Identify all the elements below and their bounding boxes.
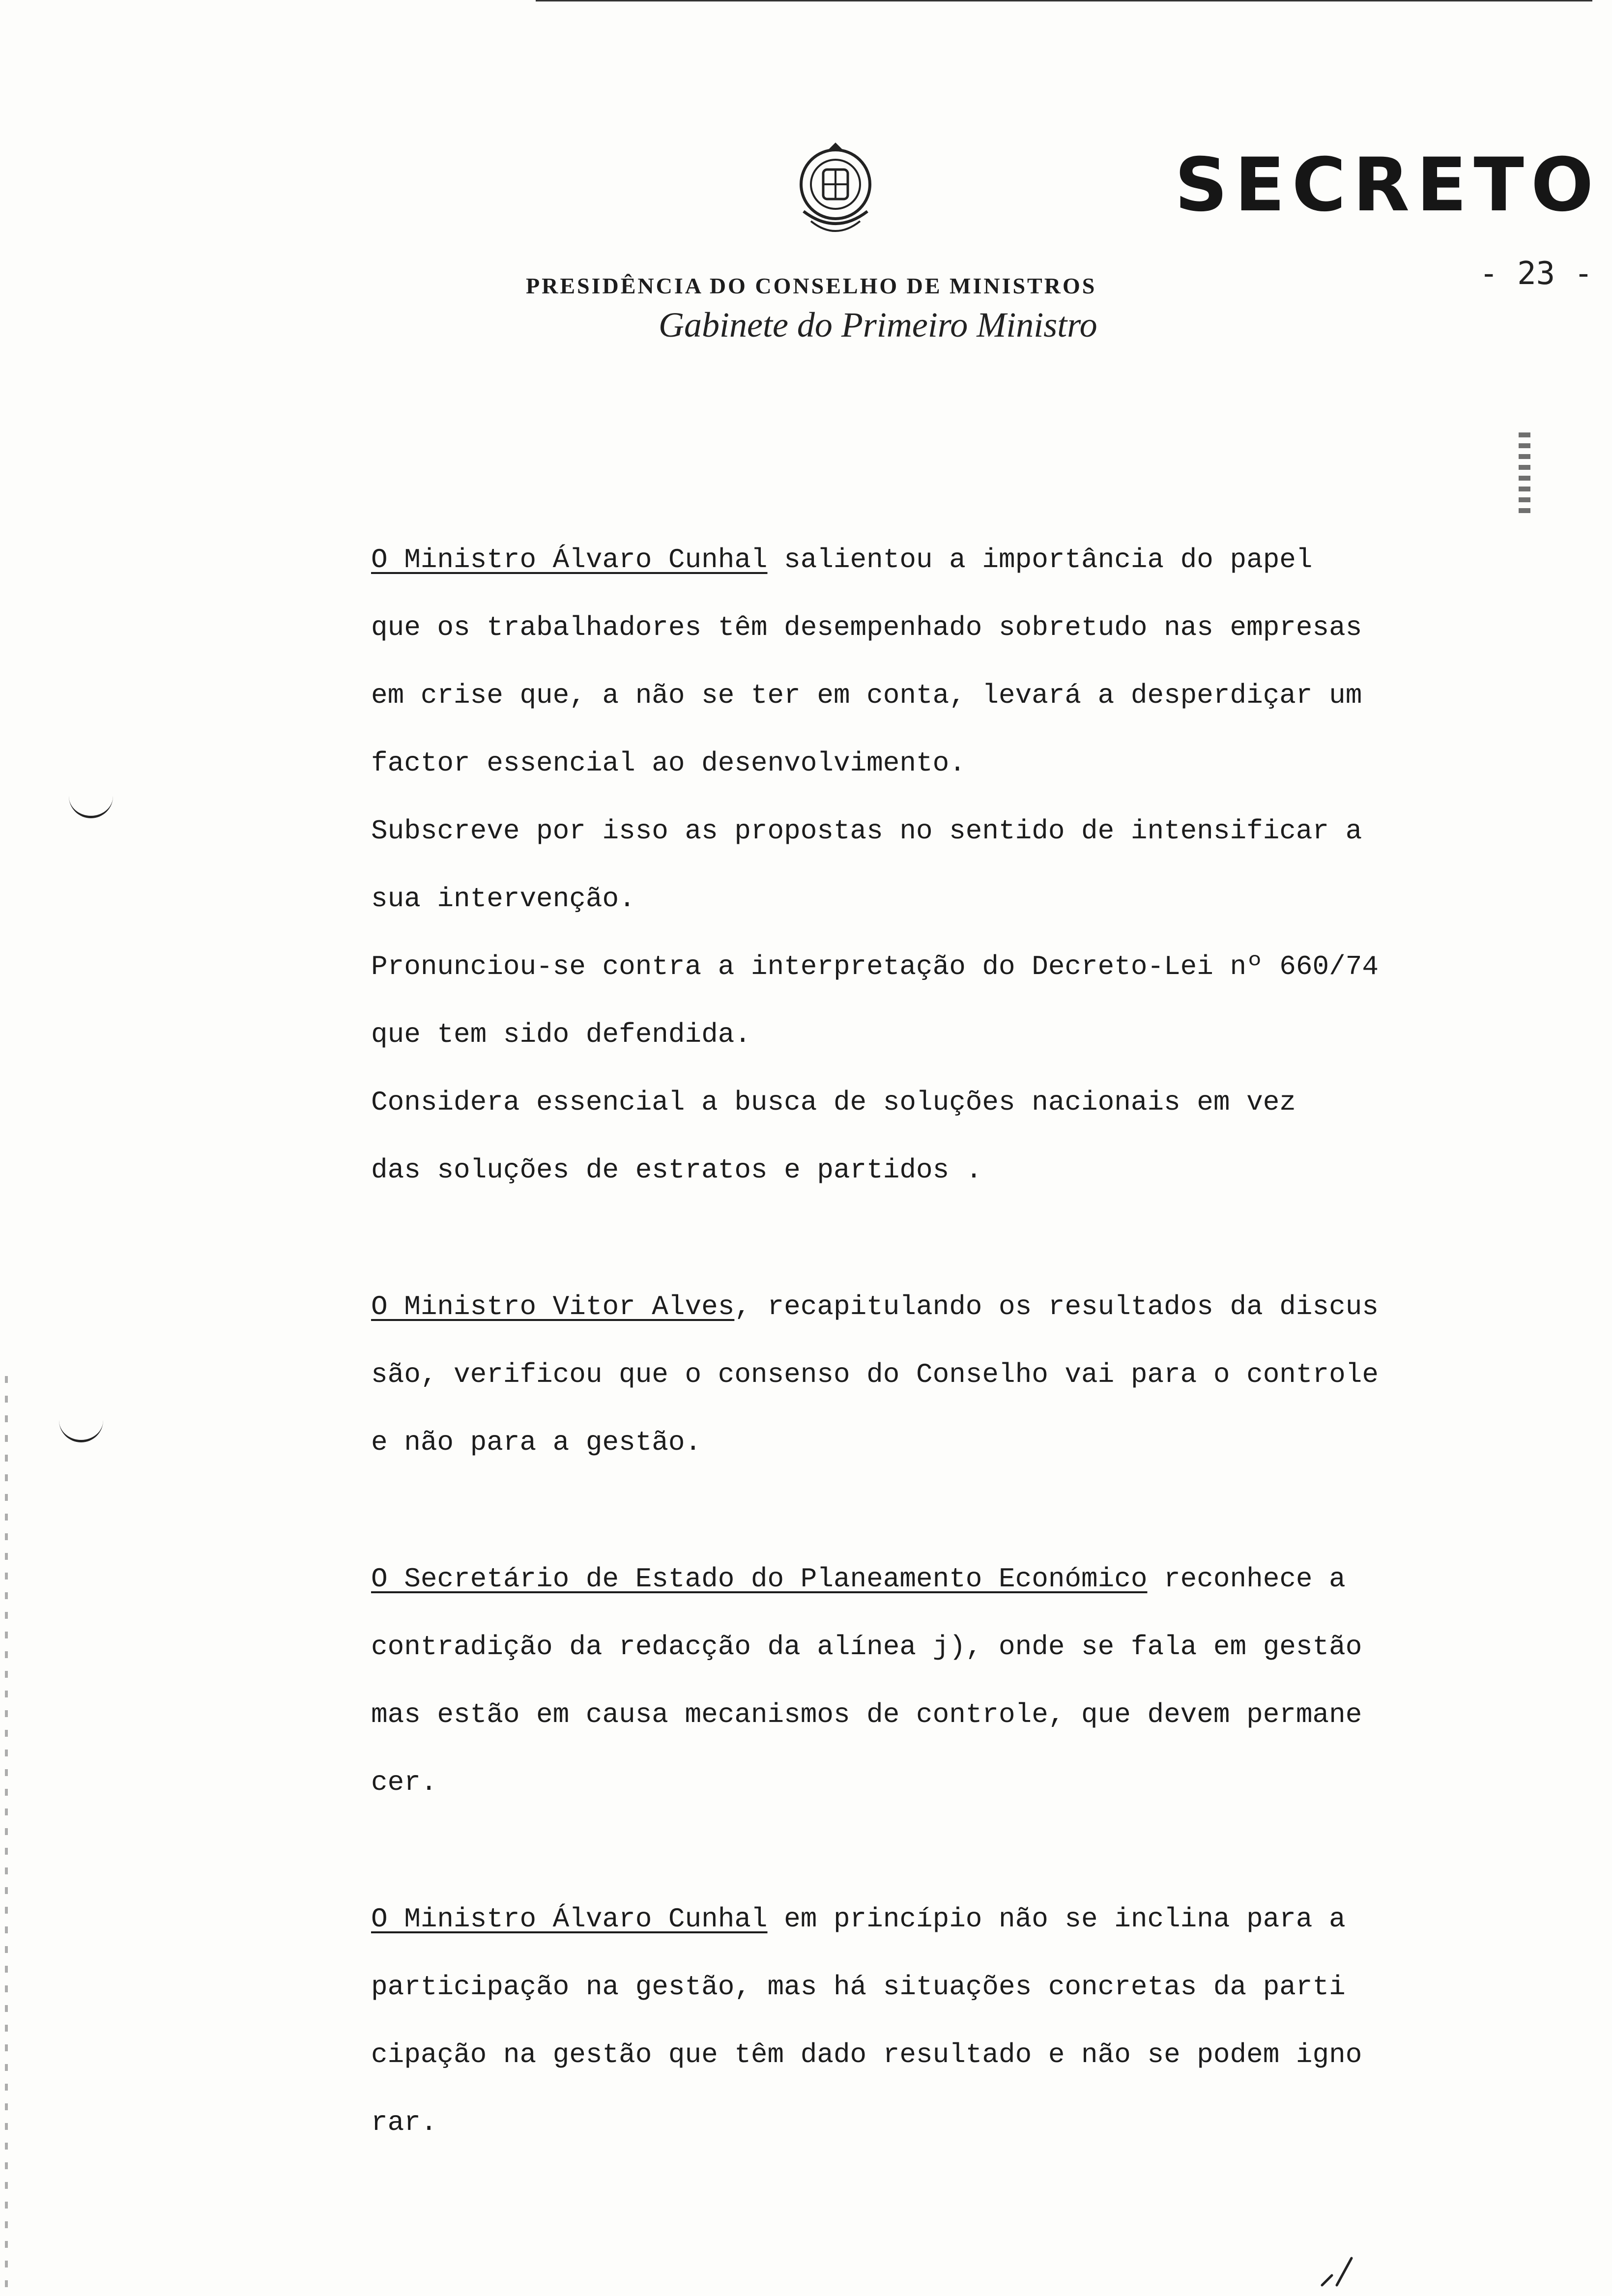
binding-edge-marks <box>5 1376 8 2290</box>
margin-check-mark <box>69 796 113 818</box>
text-line: contradição da redacção da alínea j), onde se fala em gestão <box>371 1631 1362 1663</box>
text-line: que tem sido defendida. <box>371 1019 751 1050</box>
page-number: - 23 - <box>1479 256 1593 292</box>
top-edge-rule <box>536 0 1592 1</box>
text-line: das soluções de estratos e partidos . <box>371 1154 982 1186</box>
text-line: factor essencial ao desenvolvimento. <box>371 747 966 779</box>
text-line: sua intervenção. <box>371 883 635 915</box>
paragraph-first-line <box>371 1273 1501 1341</box>
text-line: cipação na gestão que têm dado resultado e não se podem igno <box>371 2039 1362 2070</box>
paragraph-gap <box>371 1476 1501 1545</box>
text-line: , recapitulando os resultados da discus <box>734 1291 1379 1322</box>
text-line: reconhece a <box>1147 1563 1346 1595</box>
organization-title: PRESIDÊNCIA DO CONSELHO DE MINISTROS <box>526 273 1097 298</box>
text-line: rar. <box>371 2107 437 2138</box>
paragraph-first-line <box>371 1545 1501 1613</box>
text-line: em crise que, a não se ter em conta, levará a desperdiçar um <box>371 680 1362 711</box>
ink-smudge <box>1519 432 1530 516</box>
minutes-body <box>371 526 1501 2156</box>
paragraph-gap <box>371 1816 1501 1885</box>
text-line: Considera essencial a busca de soluções nacionais em vez <box>371 1087 1296 1118</box>
speaker-name: O Ministro Álvaro Cunhal <box>371 1903 768 1935</box>
text-line: Subscreve por isso as propostas no sentido de intensificar a <box>371 815 1362 847</box>
speaker-name: O Ministro Álvaro Cunhal <box>371 544 768 575</box>
text-line: são, verificou que o consenso do Conselho vai para o controle <box>371 1359 1379 1390</box>
paragraph-first-line <box>371 526 1501 594</box>
speaker-name: O Ministro Vitor Alves <box>371 1291 735 1322</box>
text-line: Pronunciou-se contra a interpretação do Decreto-Lei nº 660/74 <box>371 951 1379 982</box>
text-line: participação na gestão, mas há situações concretas da parti <box>371 1971 1346 2003</box>
paragraph-gap <box>371 1204 1501 1273</box>
text-line: cer. <box>371 1767 437 1798</box>
office-subtitle: Gabinete do Primeiro Ministro <box>659 305 1097 344</box>
margin-check-mark <box>59 1420 103 1442</box>
text-line: mas estão em causa mecanismos de controle, que devem permane <box>371 1699 1362 1730</box>
text-line: em princípio não se inclina para a <box>767 1903 1346 1935</box>
speaker-name: O Secretário de Estado do Planeamento Económico <box>371 1563 1148 1595</box>
coat-of-arms-emblem <box>781 138 890 246</box>
secret-classification-stamp: SECRETO <box>1175 143 1601 228</box>
text-line: salientou a importância do papel <box>767 544 1313 575</box>
handwritten-tick-mark <box>1317 2256 1361 2290</box>
text-line: que os trabalhadores têm desempenhado sobretudo nas empresas <box>371 612 1362 643</box>
paragraph-first-line <box>371 1885 1501 1953</box>
text-line: e não para a gestão. <box>371 1427 702 1458</box>
